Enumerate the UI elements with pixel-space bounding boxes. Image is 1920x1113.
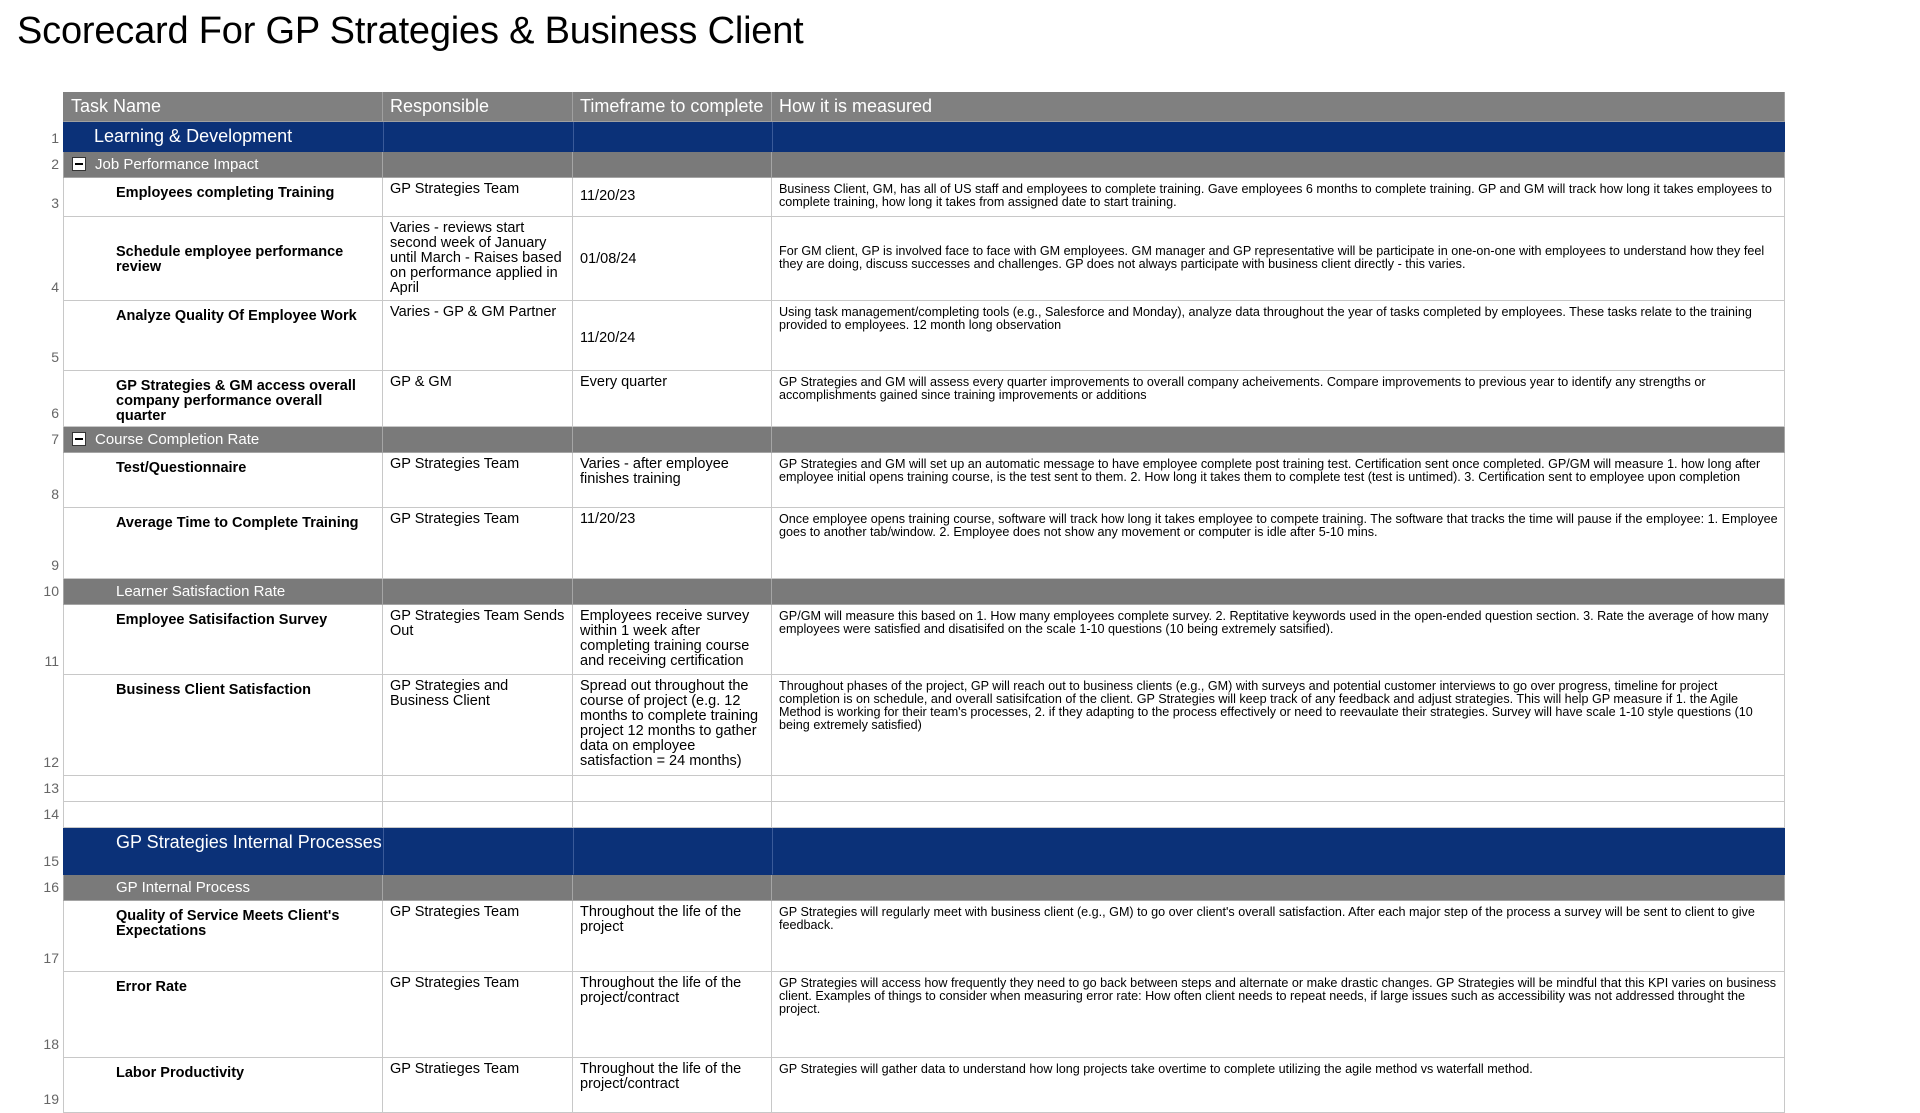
row-number: 8 <box>51 486 59 502</box>
timeframe-cell[interactable] <box>573 776 772 802</box>
row-number: 7 <box>51 431 59 447</box>
how-measured-cell[interactable] <box>772 122 1785 152</box>
responsible-cell[interactable] <box>383 875 573 901</box>
how-measured-cell[interactable]: Using task management/completing tools (e.g., Salesforce and Monday), analyze data throughout the year of tasks completed by employees. These tasks relate to the training provided to employees. 12 month long observation <box>772 301 1785 371</box>
section-title-cell[interactable]: GP Strategies Internal Processes <box>63 828 383 875</box>
group-title-label: Course Completion Rate <box>95 431 260 448</box>
grid-row <box>33 217 1785 301</box>
grid-row <box>33 122 1785 152</box>
grid-row <box>33 579 1785 605</box>
responsible-cell[interactable]: GP Strategies Team <box>383 972 573 1058</box>
grid-row <box>33 152 1785 178</box>
how-measured-cell[interactable] <box>772 875 1785 901</box>
timeframe-cell[interactable] <box>573 152 772 178</box>
how-measured-cell[interactable]: Throughout phases of the project, GP will reach out to business clients (e.g., GM) with surveys and potential customer interviews to go over progress, timeline for project completion is on schedule, and overall satisifcation of the client. GP Strategies will keep track of any feedback and adjust strategies. This will help GP measure if 1. the Agile Method is working for their team's processes, 2. if they adapting to the process effectively or need to reevaulate their strategies. Survey will have scale 1-10 style questions (10 being extremely satisfied) <box>772 675 1785 776</box>
grid-row <box>33 605 1785 675</box>
task-name-cell[interactable] <box>63 802 383 828</box>
task-name-cell[interactable]: Business Client Satisfaction <box>63 675 383 776</box>
timeframe-cell[interactable]: 11/20/24 <box>573 301 772 371</box>
header-row-number <box>33 92 63 122</box>
grid-row <box>33 901 1785 972</box>
how-measured-cell[interactable]: GP Strategies and GM will assess every quarter improvements to overall company acheivements. Compare improvements to previous year to identify any strengths or accomplishments gained since training improvements or additions <box>772 371 1785 427</box>
how-measured-cell[interactable] <box>772 427 1785 453</box>
timeframe-cell[interactable]: Varies - after employee finishes training <box>573 453 772 508</box>
row-number: 2 <box>51 156 59 172</box>
timeframe-cell[interactable]: Employees receive survey within 1 week after completing training course and receiving certification <box>573 605 772 675</box>
row-number: 1 <box>51 130 59 146</box>
column-header-row <box>33 92 1785 122</box>
section-title-cell[interactable]: Learning & Development <box>63 122 383 152</box>
task-name-cell[interactable]: Analyze Quality Of Employee Work <box>63 301 383 371</box>
task-name-cell[interactable]: Labor Productivity <box>63 1058 383 1113</box>
row-number: 3 <box>51 195 59 211</box>
timeframe-cell[interactable]: Throughout the life of the project/contract <box>573 1058 772 1113</box>
timeframe-cell[interactable]: 11/20/23 <box>573 178 772 217</box>
row-number: 4 <box>51 279 59 295</box>
grid-row <box>33 828 1785 875</box>
row-number: 13 <box>43 780 59 796</box>
row-number: 10 <box>43 583 59 599</box>
grid-row <box>33 776 1785 802</box>
how-measured-cell[interactable]: Once employee opens training course, software will track how long it takes employee to compete training. The software that tracks the time will pause if the employee: 1. Employee goes to another tab/window. 2. Employee does not show any movement or computer is idle after 5-10 mins. <box>772 508 1785 579</box>
task-name-cell[interactable]: Employees completing Training <box>63 178 383 217</box>
how-measured-cell[interactable] <box>772 776 1785 802</box>
responsible-cell[interactable]: GP Strategies Team Sends Out <box>383 605 573 675</box>
responsible-cell[interactable] <box>383 802 573 828</box>
responsible-cell[interactable]: GP Strategies Team <box>383 901 573 972</box>
grid-row <box>33 508 1785 579</box>
how-measured-cell[interactable]: Business Client, GM, has all of US staff and employees to complete training. Gave employees 6 months to complete training. GP and GM will track how long it takes employees to complete training, how long it takes from assigned date to start training. <box>772 178 1785 217</box>
timeframe-cell[interactable]: Throughout the life of the project <box>573 901 772 972</box>
row-number: 5 <box>51 349 59 365</box>
row-number: 14 <box>43 806 59 822</box>
timeframe-cell[interactable]: Throughout the life of the project/contract <box>573 972 772 1058</box>
timeframe-cell[interactable]: Every quarter <box>573 371 772 427</box>
task-name-cell[interactable]: Schedule employee performance review <box>63 217 383 301</box>
how-measured-cell[interactable] <box>772 152 1785 178</box>
group-title-cell[interactable] <box>63 152 383 178</box>
responsible-cell[interactable] <box>383 828 573 875</box>
responsible-cell[interactable]: GP Strategies Team <box>383 453 573 508</box>
task-name-cell[interactable]: GP Strategies & GM access overall company performance overall quarter <box>63 371 383 427</box>
responsible-cell[interactable]: Varies - reviews start second week of January until March - Raises based on performance applied in April <box>383 217 573 301</box>
timeframe-cell[interactable] <box>573 427 772 453</box>
grid-row <box>33 675 1785 776</box>
grid-row <box>33 802 1785 828</box>
timeframe-cell[interactable] <box>573 122 772 152</box>
task-name-cell[interactable] <box>63 776 383 802</box>
column-header-how-measured[interactable]: How it is measured <box>772 92 1785 122</box>
how-measured-cell[interactable]: GP Strategies will gather data to understand how long projects take overtime to complete utilizing the agile method vs waterfall method. <box>772 1058 1785 1113</box>
grid-row <box>33 178 1785 217</box>
responsible-cell[interactable] <box>383 579 573 605</box>
responsible-cell[interactable]: GP Stratieges Team <box>383 1058 573 1113</box>
responsible-cell[interactable] <box>383 776 573 802</box>
grid-row <box>33 453 1785 508</box>
task-name-cell[interactable]: Employee Satisifaction Survey <box>63 605 383 675</box>
responsible-cell[interactable] <box>383 152 573 178</box>
column-header-timeframe[interactable]: Timeframe to complete <box>573 92 772 122</box>
task-name-cell[interactable]: Test/Questionnaire <box>63 453 383 508</box>
responsible-cell[interactable]: GP & GM <box>383 371 573 427</box>
page-title: Scorecard For GP Strategies & Business Client <box>17 10 804 52</box>
group-title-cell[interactable] <box>63 875 383 901</box>
grid-row <box>33 427 1785 453</box>
row-number: 17 <box>43 950 59 966</box>
collapse-toggle-icon[interactable] <box>72 157 86 171</box>
group-title-label: GP Internal Process <box>116 879 250 896</box>
grid-row <box>33 875 1785 901</box>
task-name-cell[interactable]: Quality of Service Meets Client's Expectations <box>63 901 383 972</box>
timeframe-cell[interactable] <box>573 802 772 828</box>
grid-row <box>33 301 1785 371</box>
responsible-cell[interactable] <box>383 427 573 453</box>
row-number: 19 <box>43 1091 59 1107</box>
group-title-cell[interactable] <box>63 579 383 605</box>
how-measured-cell[interactable]: GP Strategies will access how frequently they need to go back between steps and alternate or make drastic changes. GP Strategies will be mindful that this KPI varies on business client. Examples of things to consider when measuring error rate: How often client needs to repeat needs, if large issues such as accessibility was not addressed throught the project. <box>772 972 1785 1058</box>
how-measured-cell[interactable]: GP Strategies and GM will set up an automatic message to have employee complete post training test. Certification sent once completed. GP/GM will measure 1. how long after employee initial opens training course, is the test sent to them. 2. How long it takes them to complete test (test is untimed). 3. Certification sent to employee upon completion <box>772 453 1785 508</box>
timeframe-cell[interactable]: Spread out throughout the course of project (e.g. 12 months to complete training project 12 months to gather data on employee satisfaction = 24 months) <box>573 675 772 776</box>
grid-row <box>33 1058 1785 1113</box>
row-number: 11 <box>44 653 59 669</box>
responsible-cell[interactable]: GP Strategies Team <box>383 508 573 579</box>
row-number: 18 <box>43 1036 59 1052</box>
timeframe-cell[interactable]: 01/08/24 <box>573 217 772 301</box>
how-measured-cell[interactable]: For GM client, GP is involved face to face with GM employees. GM manager and GP representative will be participate in one-on-one with employees to understand how they feel they are doing, discuss successes and challenges. GP does not always participate with business client directly - this varies. <box>772 217 1785 301</box>
grid-row <box>33 972 1785 1058</box>
how-measured-cell[interactable] <box>772 802 1785 828</box>
column-header-task-name[interactable]: Task Name <box>63 92 383 122</box>
responsible-cell[interactable]: Varies - GP & GM Partner <box>383 301 573 371</box>
how-measured-cell[interactable]: GP Strategies will regularly meet with business client (e.g., GM) to go over client's overall satisfaction. After each major step of the process a survey will be sent to client to give feedback. <box>772 901 1785 972</box>
scorecard-grid <box>33 92 1785 1113</box>
responsible-cell[interactable] <box>383 122 573 152</box>
how-measured-cell[interactable] <box>772 579 1785 605</box>
row-number: 12 <box>43 754 59 770</box>
timeframe-cell[interactable] <box>573 875 772 901</box>
task-name-cell[interactable]: Average Time to Complete Training <box>63 508 383 579</box>
responsible-cell[interactable]: GP Strategies and Business Client <box>383 675 573 776</box>
responsible-cell[interactable]: GP Strategies Team <box>383 178 573 217</box>
row-number: 16 <box>43 879 59 895</box>
group-title-label: Job Performance Impact <box>95 156 259 173</box>
row-number: 15 <box>43 853 59 869</box>
row-number: 9 <box>51 557 59 573</box>
timeframe-cell[interactable] <box>573 579 772 605</box>
timeframe-cell[interactable] <box>573 828 772 875</box>
how-measured-cell[interactable] <box>772 828 1785 875</box>
timeframe-cell[interactable]: 11/20/23 <box>573 508 772 579</box>
column-header-responsible[interactable]: Responsible <box>383 92 573 122</box>
collapse-toggle-icon[interactable] <box>72 432 86 446</box>
how-measured-cell[interactable]: GP/GM will measure this based on 1. How many employees complete survey. 2. Reptitative keywords used in the open-ended question section. 3. Rate the average of how many employees were satisfied and disatisifed on the scale 1-10 questions (10 being extremely satsified). <box>772 605 1785 675</box>
row-number: 6 <box>51 405 59 421</box>
group-title-cell[interactable] <box>63 427 383 453</box>
task-name-cell[interactable]: Error Rate <box>63 972 383 1058</box>
grid-row <box>33 371 1785 427</box>
group-title-label: Learner Satisfaction Rate <box>116 583 286 600</box>
